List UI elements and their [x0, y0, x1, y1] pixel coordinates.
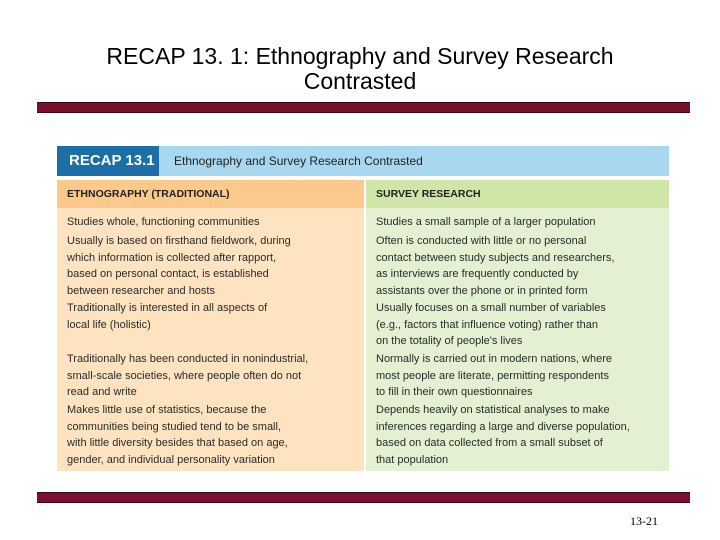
slide-title-line1: RECAP 13. 1: Ethnography and Survey Research [106, 43, 614, 69]
slide-title [60, 44, 660, 94]
ethnography-row-5: Makes little use of statistics, because the communities being studied tend to be small, with little diversity besides that based on age, gender, and individual personality variation [67, 404, 288, 466]
slide-title-line2: Contrasted [303, 68, 417, 94]
ethnography-row-1: Studies whole, functioning communities [67, 216, 260, 228]
survey-row-1: Studies a small sample of a larger population [376, 216, 596, 228]
survey-row-3: Usually focuses on a small number of variables (e.g., factors that influence voting) rather than on the totality of people's lives [376, 302, 606, 347]
survey-row-5: Depends heavily on statistical analyses to make inferences regarding a large and diverse population, based on data collected from a small subset of that population [376, 404, 630, 466]
ethnography-column-header: ETHNOGRAPHY (TRADITIONAL) [57, 180, 364, 208]
top-divider-bar [37, 102, 690, 113]
recap-badge: RECAP 13.1 [57, 146, 159, 176]
ethnography-row-2: Usually is based on firsthand fieldwork, during which information is collected after rapport, based on personal contact, is established between researcher and hosts [67, 235, 291, 297]
survey-column [366, 208, 669, 471]
page-number: 13-21 [630, 514, 658, 528]
recap-header-band [57, 146, 669, 176]
survey-row-2: Often is conducted with little or no personal contact between study subjects and researchers, as interviews are frequently conducted by assistants over the phone or in printed form [376, 235, 615, 297]
recap-title: Ethnography and Survey Research Contrasted [174, 154, 423, 168]
survey-row-4: Normally is carried out in modern nations, where most people are literate, permitting respondents to fill in their own questionnaires [376, 353, 612, 398]
ethnography-row-3: Traditionally is interested in all aspects of local life (holistic) [67, 302, 268, 331]
ethnography-row-4: Traditionally has been conducted in nonindustrial, small-scale societies, where people often do not read and write [67, 353, 309, 398]
survey-column-header: SURVEY RESEARCH [366, 180, 669, 208]
bottom-divider-bar [37, 492, 690, 503]
ethnography-column [57, 208, 364, 471]
recap-table [57, 146, 669, 471]
